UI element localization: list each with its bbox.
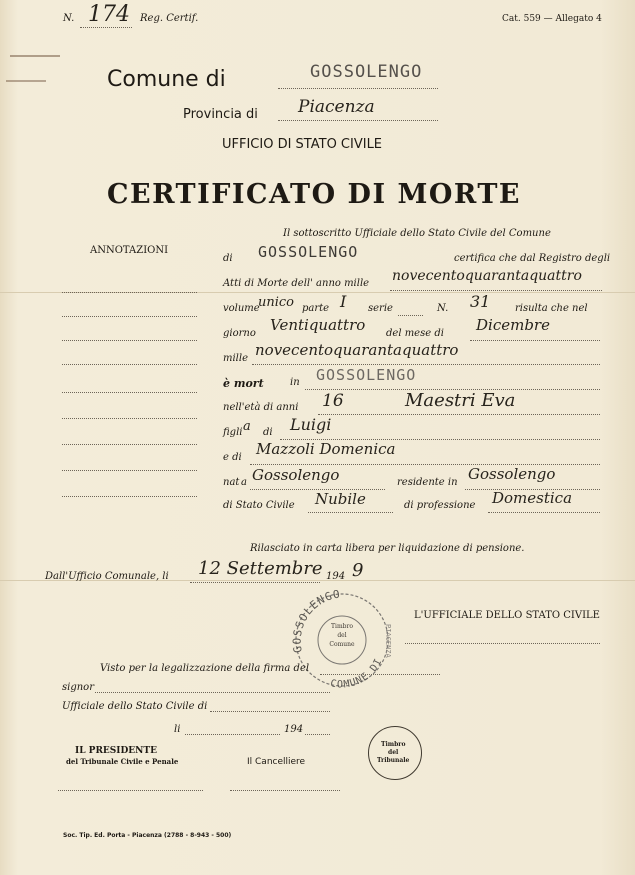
risulta-text: risulta che nel [515,303,588,314]
in-label: in [290,377,300,388]
nat-label: nat [223,477,240,488]
seal-right-text: PIACENZA [384,624,392,658]
rilascio-year-prefix: 194 [326,571,346,582]
figli-label: figli [223,427,243,438]
rilasciato-text: Rilasciato in carta libera per liquidazione di pensione. [250,543,525,554]
defunto-name: Maestri Eva [405,390,516,411]
residente-label: residente in [397,477,458,488]
certifica-text: certifica che dal Registro degli [454,253,611,264]
tribunale-seal-line-3: Tribunale [377,757,410,764]
mese-label: del mese di [386,328,444,339]
anno-value: novecentoquarantaquattro [392,268,582,284]
dall-ufficio-label: Dall'Ufficio Comunale, li [45,571,169,582]
professione-value: Domestica [492,489,573,507]
visto-label: Visto per la legalizzazione della firma del [100,663,310,674]
e-mort-label: è mort [223,377,264,390]
provincia-label: Provincia di [183,107,258,122]
rilascio-year-digit: 9 [352,560,364,581]
parte-value: I [340,292,347,311]
residenza-value: Gossolengo [468,465,556,483]
padre-value: Luigi [290,415,332,434]
legalizzazione-year: 194 [284,724,304,735]
seal-outer-text: GOSSOLENGO [290,590,342,654]
presidente-subtitle: del Tribunale Civile e Penale [66,757,179,766]
eta-label: nell'età di anni [223,402,299,413]
comune-stamp: GOSSOLENGO [310,62,423,82]
ufficiale-di-label: Ufficiale dello Stato Civile di [62,701,208,712]
provincia-value: Piacenza [298,97,375,117]
figli-di-label: di [263,427,273,438]
mille-value: novecentoquarantaquattro [255,341,459,359]
certificate-number: 174 [88,2,130,27]
figli-suffix: a [243,419,251,434]
eta-value: 16 [322,391,344,411]
seal-bottom-text: COMUNE DI [329,656,385,690]
luogo-stamp: GOSSOLENGO [316,366,417,384]
parte-label: parte [302,303,330,314]
di-label: di [223,253,233,264]
ink-mark [6,80,46,82]
serie-label: serie [368,303,393,314]
seal-inner-3: Comune [329,641,355,648]
stato-civile-label: di Stato Civile [223,500,295,511]
printer-footer: Soc. Tip. Ed. Porta - Piacenza (2788 - 8-943 - 500) [63,832,232,839]
ufficiale-label: L'UFFICIALE DELLO STATO CIVILE [414,610,600,621]
giorno-label: giorno [223,328,256,339]
tribunale-seal-line-2: del [388,749,399,756]
mille-label: mille [223,353,248,364]
nascita-value: Gossolengo [252,466,340,484]
comune-label: Comune di [107,67,226,92]
stato-civile-value: Nubile [315,490,366,508]
comune-round-seal [290,590,400,690]
professione-label: di professione [404,500,476,511]
catalog-label: Cat. 559 — Allegato 4 [502,14,602,24]
annotazioni-label: ANNOTAZIONI [90,245,169,256]
cancelliere-label: Il Cancelliere [247,757,306,767]
numero-value: 31 [470,292,491,311]
volume-value: unico [258,295,295,310]
document-title: CERTIFICATO DI MORTE [107,179,522,210]
numero-label: N. [437,303,449,314]
nat-a-label: a [241,477,247,488]
li-label: li [174,724,181,735]
e-di-label: e di [223,452,242,463]
seal-inner-2: del [337,632,347,639]
ufficio-label: UFFICIO DI STATO CIVILE [222,137,383,152]
madre-value: Mazzoli Domenica [256,440,396,458]
giorno-value: Ventiquattro [270,316,366,334]
presidente-label: IL PRESIDENTE [75,746,157,756]
tribunale-seal-line-1: Timbro [381,741,406,748]
body-line-1: Il sottoscritto Ufficiale dello Stato Civile del Comune [283,228,551,239]
reg-certif-label: Reg. Certif. [140,13,199,24]
number-label: N. [63,13,75,24]
comune-stamp-body: GOSSOLENGO [258,243,359,261]
seal-inner-1: Timbro [331,623,353,630]
volume-label: volume [223,303,260,314]
atti-label: Atti di Morte dell' anno mille [223,278,370,289]
rilascio-date: 12 Settembre [198,558,323,579]
ink-mark [10,55,60,57]
signor-label: signor [62,682,94,693]
mese-value: Dicembre [476,316,550,334]
